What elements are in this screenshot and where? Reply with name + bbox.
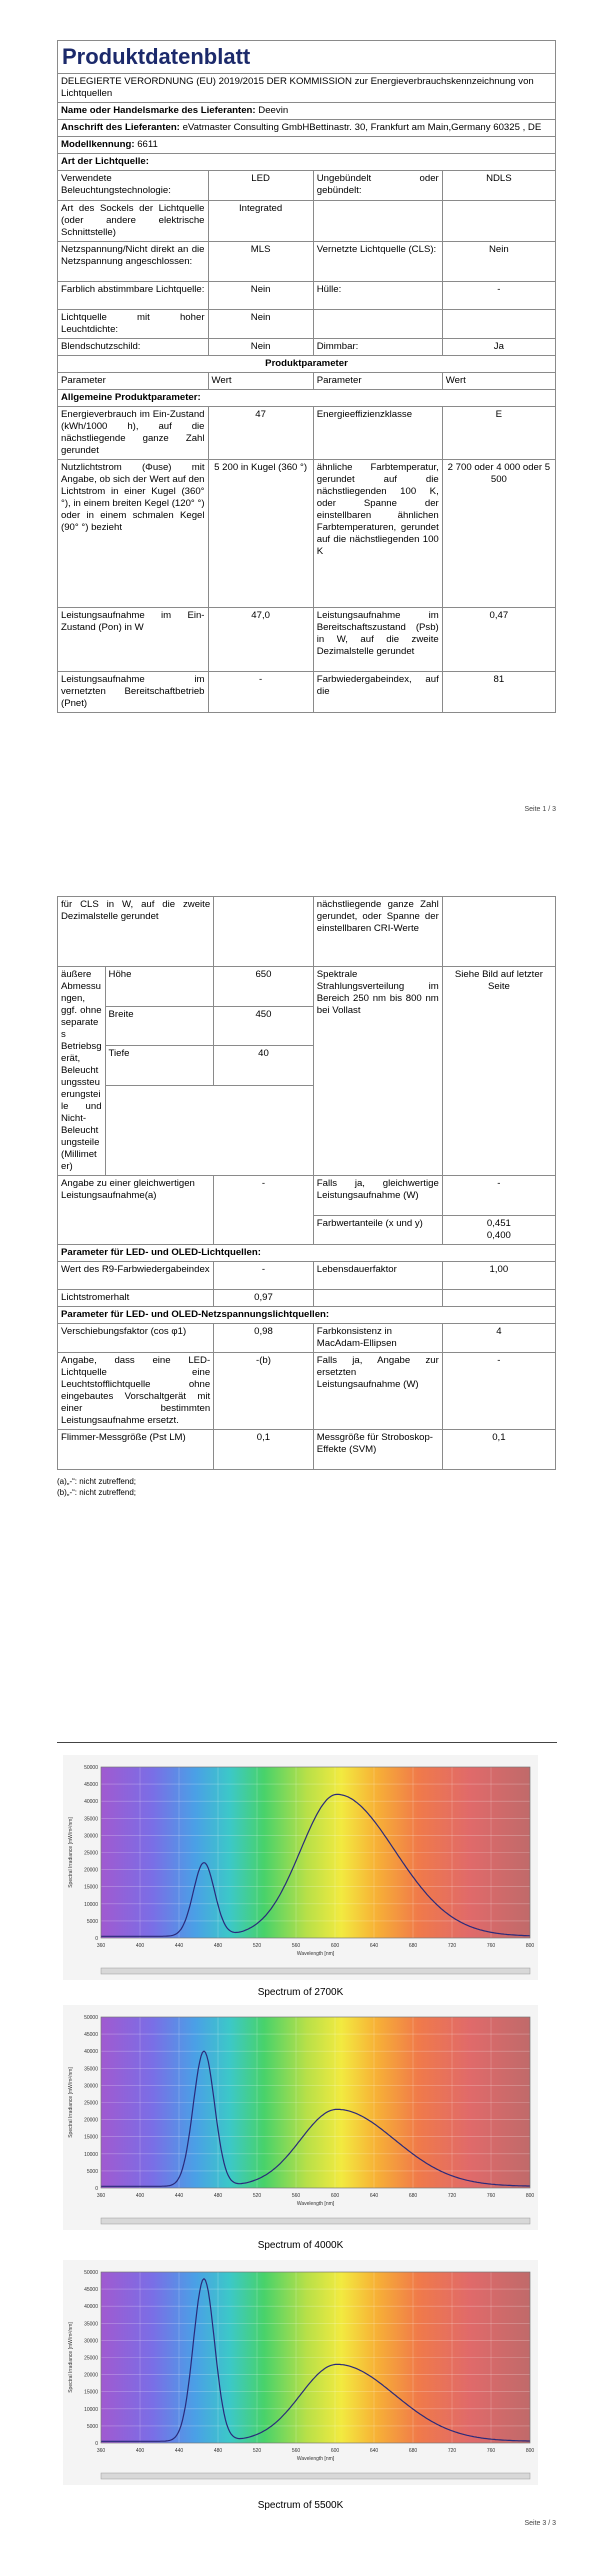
x-tick-label: 720 — [447, 2448, 457, 2454]
table-row: Farblich abstimmbare Lichtquelle: Nein Hülle: - — [58, 282, 556, 310]
y-tick-label: 40000 — [84, 2049, 98, 2056]
dimensions-row: Breite 450 — [58, 1006, 556, 1046]
x-tick-label: 480 — [213, 2193, 223, 2199]
chroma-x: 0,451 — [486, 1218, 511, 1229]
divider — [57, 1742, 557, 1743]
y-tick-label: 5000 — [86, 2168, 98, 2175]
x-tick-label: 520 — [252, 1943, 262, 1949]
y-tick-label: 15000 — [84, 2389, 98, 2396]
y-tick-label: 40000 — [84, 1799, 98, 1806]
y-tick-label: 25000 — [84, 2355, 98, 2362]
datasheet-table-page-2 — [57, 896, 556, 1498]
y-tick-label: 5000 — [86, 1918, 98, 1925]
table-row: Art des Sockels der Lichtquelle (oder andere elektrische Schnittstelle) Integrated — [58, 201, 556, 242]
x-tick-label: 680 — [408, 2448, 418, 2454]
x-tick-label: 560 — [291, 2193, 301, 2199]
scroll-strip — [101, 2218, 530, 2224]
spectrum-caption-2700k: Spectrum of 2700K — [257, 1987, 344, 1998]
table-row: für CLS in W, auf die zweite Dezimalstelle gerundet nächstliegende ganze Zahl gerundet, oder Spanne der einstellbaren CRI-Werte — [58, 897, 556, 967]
x-tick-label: 440 — [174, 2193, 184, 2199]
table-row: Energieverbrauch im Ein-Zustand (kWh/1000 h), auf die nächstliegende ganze Zahl gerundet 47 Energieeffizienzklasse E — [58, 407, 556, 460]
x-tick-label: 400 — [135, 2193, 145, 2199]
y-tick-label: 0 — [95, 1936, 98, 1942]
supplier-address-row: Anschrift des Lieferanten: eVatmaster Consulting GmbHBettinastr. 30, Frankfurt am Main,Germany 60325 , DE — [58, 120, 556, 137]
page-footer: Seite 3 / 3 — [524, 2520, 556, 2527]
page-3 — [0, 1660, 603, 2560]
regulation-text: DELEGIERTE VERORDNUNG (EU) 2019/2015 DER KOMMISSION zur Energieverbrauchskennzeichnung von Lichtquellen — [58, 74, 556, 103]
chroma-y: 0,400 — [486, 1230, 511, 1241]
x-tick-label: 640 — [369, 1943, 379, 1949]
x-tick-label: 720 — [447, 1943, 457, 1949]
y-tick-label: 10000 — [84, 1901, 98, 1908]
x-tick-label: 360 — [96, 2448, 106, 2454]
y-tick-label: 30000 — [84, 2083, 98, 2090]
y-tick-label: 25000 — [84, 2100, 98, 2107]
led-params-heading: Parameter für LED- und OLED-Lichtquellen: — [58, 1245, 556, 1262]
supplier-name-row: Name oder Handelsmarke des Lieferanten: Deevin — [58, 103, 556, 120]
spectrum-image-4000k — [63, 2005, 538, 2230]
x-tick-label: 600 — [330, 1943, 340, 1949]
x-tick-label: 400 — [135, 1943, 145, 1949]
table-row: Wert des R9-Farbwiedergabeindex - Lebensdauerfaktor 1,00 — [58, 1262, 556, 1290]
supplier-address: eVatmaster Consulting GmbHBettinastr. 30, Frankfurt am Main,Germany 60325 , DE — [182, 122, 542, 133]
x-tick-label: 480 — [213, 1943, 223, 1949]
y-tick-label: 35000 — [84, 2321, 98, 2328]
page-title: Produktdatenblatt — [58, 41, 556, 74]
y-tick-label: 45000 — [84, 2287, 98, 2294]
y-tick-label: 50000 — [84, 2015, 98, 2021]
x-tick-label: 480 — [213, 2448, 223, 2454]
spectrum-image-5500k — [63, 2260, 538, 2485]
spectral-value: Siehe Bild auf letzter Seite — [442, 967, 555, 1176]
table-row: Lichtstromerhalt 0,97 — [58, 1290, 556, 1307]
spectrum-caption-4000k: Spectrum of 4000K — [257, 2240, 344, 2251]
y-tick-label: 0 — [95, 2441, 98, 2447]
table-row: Verschiebungsfaktor (cos φ1) 0,98 Farbkonsistenz in MacAdam-Ellipsen 4 — [58, 1324, 556, 1353]
table-row: Blendschutzschild: Nein Dimmbar: Ja — [58, 339, 556, 356]
y-tick-label: 20000 — [84, 2117, 98, 2124]
page-2 — [0, 830, 603, 1660]
y-tick-label: 40000 — [84, 2304, 98, 2311]
y-tick-label: 25000 — [84, 1850, 98, 1857]
x-tick-label: 680 — [408, 1943, 418, 1949]
y-tick-label: 45000 — [84, 2032, 98, 2039]
y-axis-label: Spectral Irradiance [mW/m²/nm] — [68, 2067, 74, 2138]
page-1 — [0, 0, 603, 830]
x-tick-label: 720 — [447, 2193, 457, 2199]
table-row: Nutzlichtstrom (Φuse) mit Angabe, ob sich der Wert auf den Lichtstrom in einer Kugel (360° °), in einem breiten Kegel (120° °) oder in einem schmalen Kegel (90° °) bezieht 5 200 in Kugel (360 °) ähnliche Farbtemperatur, gerundet auf die nächstliegenden 100 K, oder Spanne der einstellbaren ähnlichen Farbtemperaturen, gerundet auf die nächstliegenden 100 K 2 700 oder 4 000 oder 5 500 — [58, 460, 556, 608]
y-tick-label: 0 — [95, 2186, 98, 2192]
y-tick-label: 35000 — [84, 2066, 98, 2073]
table-row: Netzspannung/Nicht direkt an die Netzspannung angeschlossen: MLS Vernetzte Lichtquelle (CLS): Nein — [58, 242, 556, 282]
x-tick-label: 760 — [486, 1943, 496, 1949]
table-row: Lichtquelle mit hoher Leuchtdichte: Nein — [58, 310, 556, 339]
y-tick-label: 35000 — [84, 1816, 98, 1823]
mains-params-heading: Parameter für LED- und OLED-Netzspannungslichtquellen: — [58, 1307, 556, 1324]
x-axis-label: Wavelength [nm] — [296, 1951, 335, 1957]
x-tick-label: 680 — [408, 2193, 418, 2199]
spectral-label: Spektrale Strahlungsverteilung im Bereich 250 nm bis 800 nm bei Vollast — [313, 967, 442, 1176]
y-tick-label: 20000 — [84, 2372, 98, 2379]
y-tick-label: 30000 — [84, 1833, 98, 1840]
x-tick-label: 760 — [486, 2448, 496, 2454]
y-tick-label: 45000 — [84, 1782, 98, 1789]
spectrum-caption-5500k: Spectrum of 5500K — [257, 2500, 344, 2511]
x-tick-label: 640 — [369, 2193, 379, 2199]
page-footer: Seite 1 / 3 — [524, 806, 556, 813]
datasheet-table-page-1 — [57, 40, 556, 713]
x-tick-label: 800 — [525, 2448, 535, 2454]
dimensions-row: äußere Abmessungen, ggf. ohne separates Betriebsgerät, Beleuchtungssteuerungsteile und Nicht-Beleuchtungsteile (Millimeter) Höhe 650 Spektrale Strahlungsverteilung im Bereich 250 nm bis 800 nm bei Vollast Siehe Bild auf letzter Seite — [58, 967, 556, 1007]
x-tick-label: 440 — [174, 2448, 184, 2454]
table-row: Angabe zu einer gleichwertigen Leistungsaufnahme(a) - Falls ja, gleichwertige Leistungsaufnahme (W) - — [58, 1176, 556, 1216]
x-tick-label: 760 — [486, 2193, 496, 2199]
x-tick-label: 800 — [525, 2193, 535, 2199]
equiv-label: Angabe zu einer gleichwertigen Leistungsaufnahme(a) — [58, 1176, 214, 1245]
y-axis-label: Spectral Irradiance [mW/m²/nm] — [68, 2322, 74, 2393]
y-tick-label: 50000 — [84, 2270, 98, 2276]
x-axis-label: Wavelength [nm] — [296, 2201, 335, 2207]
y-tick-label: 50000 — [84, 1765, 98, 1771]
y-tick-label: 15000 — [84, 2134, 98, 2141]
x-tick-label: 560 — [291, 2448, 301, 2454]
model-row: Modellkennung: 6611 — [58, 137, 556, 154]
x-axis-label: Wavelength [nm] — [296, 2456, 335, 2462]
table-row: Leistungsaufnahme im Ein-Zustand (Pon) in W 47,0 Leistungsaufnahme im Bereitschaftszustand (Psb) in W, auf die zweite Dezimalstelle gerundet 0,47 — [58, 608, 556, 672]
table-row: Verwendete Beleuchtungstechnologie: LED Ungebündelt oder gebündelt: NDLS — [58, 171, 556, 201]
dimensions-label: äußere Abmessungen, ggf. ohne separates Betriebsgerät, Beleuchtungssteuerungsteile und Nicht-Beleuchtungsteile (Millimeter) — [58, 967, 106, 1176]
footnote-a: (a)„-“: nicht zutreffend; — [57, 1477, 136, 1486]
y-tick-label: 10000 — [84, 2406, 98, 2413]
product-params-heading: Produktparameter — [58, 356, 556, 373]
model-id: 6611 — [137, 139, 158, 150]
x-tick-label: 600 — [330, 2448, 340, 2454]
x-tick-label: 520 — [252, 2448, 262, 2454]
footnote-b: (b)„-“: nicht zutreffend; — [57, 1488, 136, 1497]
y-tick-label: 5000 — [86, 2423, 98, 2430]
y-tick-label: 10000 — [84, 2151, 98, 2158]
spectrum-image-2700k — [63, 1755, 538, 1980]
scroll-strip — [101, 1968, 530, 1974]
y-tick-label: 20000 — [84, 1867, 98, 1874]
x-tick-label: 600 — [330, 2193, 340, 2199]
x-tick-label: 400 — [135, 2448, 145, 2454]
light-source-type-heading: Art der Lichtquelle: — [58, 154, 556, 171]
table-row: Angabe, dass eine LED-Lichtquelle eine Leuchtstofflichtquelle ohne eingebautes Vorschaltgerät mit einer bestimmten Leistungsaufnahme ersetzt. -(b) Falls ja, Angabe zur ersetzten Leistungsaufnahme (W) - — [58, 1353, 556, 1430]
x-tick-label: 440 — [174, 1943, 184, 1949]
x-tick-label: 520 — [252, 2193, 262, 2199]
dimensions-row: Tiefe 40 — [58, 1046, 556, 1086]
scroll-strip — [101, 2473, 530, 2479]
x-tick-label: 560 — [291, 1943, 301, 1949]
x-tick-label: 800 — [525, 1943, 535, 1949]
y-axis-label: Spectral Irradiance [mW/m²/nm] — [68, 1817, 74, 1888]
general-params-heading: Allgemeine Produktparameter: — [58, 390, 556, 407]
supplier-name: Deevin — [258, 105, 289, 116]
y-tick-label: 15000 — [84, 1884, 98, 1891]
x-tick-label: 640 — [369, 2448, 379, 2454]
x-tick-label: 360 — [96, 1943, 106, 1949]
column-header-row: Parameter Wert Parameter Wert — [58, 373, 556, 390]
chroma-label: Farbwertanteile (x und y) — [313, 1216, 442, 1245]
x-tick-label: 360 — [96, 2193, 106, 2199]
table-row: Flimmer-Messgröße (Pst LM) 0,1 Messgröße für Stroboskop-Effekte (SVM) 0,1 — [58, 1430, 556, 1470]
y-tick-label: 30000 — [84, 2338, 98, 2345]
table-row: Leistungsaufnahme im vernetzten Bereitschaftbetrieb (Pnet) - Farbwiedergabeindex, auf die 81 — [58, 672, 556, 713]
